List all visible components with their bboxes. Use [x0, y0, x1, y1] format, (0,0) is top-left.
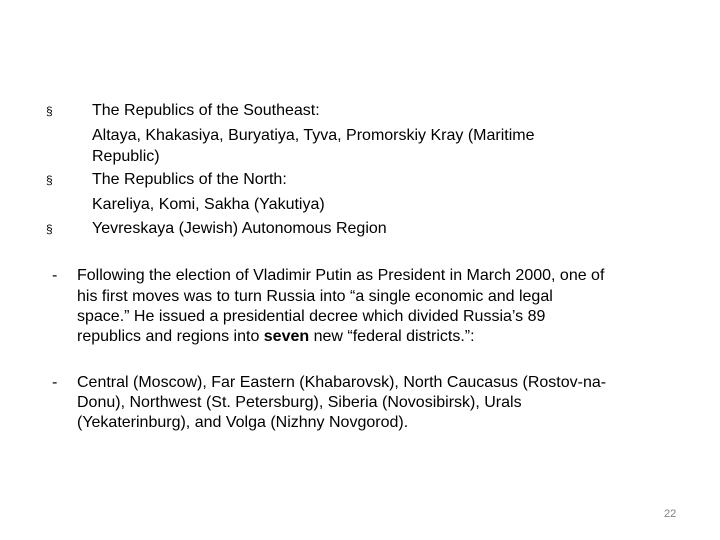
- paragraph-line: [77, 327, 475, 347]
- jewish-region-item: Yevreskaya (Jewish) Autonomous Region: [92, 220, 387, 237]
- paragraph-text: republics and regions into: [77, 328, 264, 345]
- paragraph-line: (Yekaterinburg), and Volga (Nizhny Novgorod).: [77, 414, 409, 431]
- bullet-marker: §: [46, 104, 53, 118]
- emphasis-seven: seven: [263, 328, 310, 345]
- paragraph-line: space.” He issued a presidential decree which divided Russia’s 89: [77, 308, 546, 325]
- southeast-heading: The Republics of the Southeast:: [92, 102, 320, 119]
- paragraph-line: Following the election of Vladimir Putin as President in March 2000, one of: [77, 267, 605, 284]
- dash-marker: -: [52, 267, 58, 284]
- paragraph-line: his first moves was to turn Russia into “a single economic and legal: [77, 288, 553, 305]
- bullet-marker: §: [46, 173, 53, 187]
- dash-marker: -: [52, 374, 58, 391]
- paragraph-text: new “federal districts.”:: [309, 328, 475, 345]
- bullet-marker: §: [46, 222, 53, 236]
- north-list-line: Kareliya, Komi, Sakha (Yakutiya): [92, 196, 325, 213]
- southeast-list-line: Altaya, Khakasiya, Buryatiya, Tyva, Promorskiy Kray (Maritime: [92, 127, 535, 144]
- north-heading: The Republics of the North:: [92, 171, 287, 188]
- paragraph-line: Central (Moscow), Far Eastern (Khabarovsk), North Caucasus (Rostov-na-: [77, 374, 607, 391]
- paragraph-line: Donu), Northwest (St. Petersburg), Siberia (Novosibirsk), Urals: [77, 394, 522, 411]
- southeast-list-line: Republic): [92, 148, 160, 165]
- page-number: 22: [664, 508, 677, 520]
